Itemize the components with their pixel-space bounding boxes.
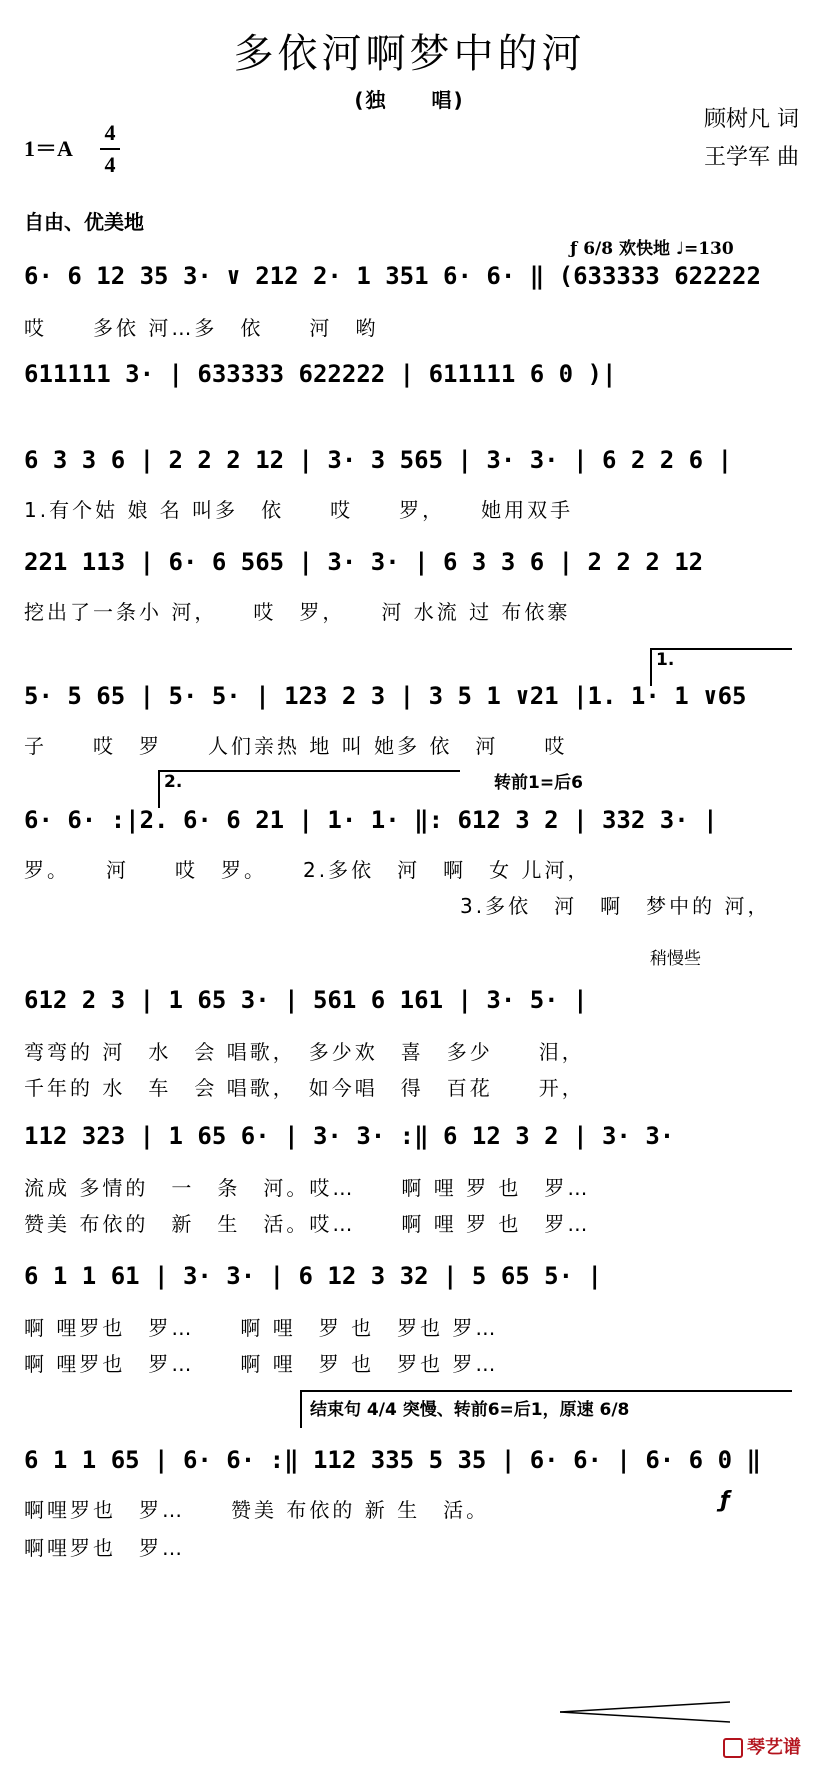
lyric-line-7b: 千年的 水 车 会 唱歌， 如今唱 得 百花 开， (24, 1076, 585, 1100)
notation-line-4: 221 113 | 6· 6 565 | 3· 3· | 6 3 3 6 | 2 2 2 12 (24, 548, 704, 576)
lyric-line-7a: 弯弯的 河 水 会 唱歌， 多少欢 喜 多少 泪， (24, 1040, 585, 1064)
lyric-line-1: 哎 多依 河…多 依 河 哟 (24, 316, 379, 340)
tempo-marking-intro: 自由、优美地 (24, 210, 144, 234)
modulation-marking: 转前1=后6 (494, 773, 583, 793)
watermark-text: 琴艺谱 (747, 1737, 801, 1758)
notation-line-1: 6· 6 12 35 3· ∨ 212 2· 1 351 6· 6· ‖ (633333 622222 (24, 262, 761, 290)
volta-1-label: 1. (656, 650, 675, 670)
lyric-line-8b: 赞美 布依的 新 生 活。哎… 啊 哩 罗 也 罗… (24, 1212, 591, 1236)
notation-line-3: 6 3 3 6 | 2 2 2 12 | 3· 3 565 | 3· 3· | 6 2 2 6 | (24, 446, 733, 474)
tempo-marking-main: ƒ 6/8 欢快地 ♩=130 (570, 239, 734, 259)
watermark-icon (723, 1738, 743, 1758)
decrescendo-hairpin (560, 1700, 730, 1724)
lyric-line-9b: 啊 哩罗也 罗… 啊 哩 罗 也 罗也 罗… (24, 1352, 499, 1376)
lyric-line-4: 挖出了一条小 河， 哎 罗， 河 水流 过 布依寨 (24, 600, 571, 624)
lyric-line-9a: 啊 哩罗也 罗… 啊 哩 罗 也 罗也 罗… (24, 1316, 499, 1340)
lyric-line-3: 1.有个姑 娘 名 叫多 依 哎 罗， 她用双手 (24, 498, 574, 522)
notation-line-10: 6 1 1 65 | 6· 6· :‖ 112 335 5 35 | 6· 6· | 6· 6 0 ‖ (24, 1446, 761, 1474)
slower-marking: 稍慢些 (650, 949, 701, 969)
time-signature (100, 118, 120, 180)
forte-marking: ƒ (720, 1488, 730, 1513)
notation-line-6: 6· 6· :|2. 6· 6 21 | 1· 1· ‖: 612 3 2 | 332 3· | (24, 806, 718, 834)
volta-1-bracket (650, 648, 792, 686)
lyric-line-6b: 3.多依 河 啊 梦中的 河， (460, 894, 771, 918)
lyric-line-10b: 啊哩罗也 罗… (24, 1536, 185, 1560)
watermark-logo (723, 1733, 801, 1759)
volta-2-bracket (158, 770, 460, 808)
composer-credit: 王学军 曲 (704, 145, 799, 170)
lyric-line-6a: 罗。 河 哎 罗。 2.多依 河 啊 女 儿河， (24, 858, 591, 882)
notation-line-7: 612 2 3 | 1 65 3· | 561 6 161 | 3· 5· | (24, 986, 588, 1014)
lyric-line-8a: 流成 多情的 一 条 河。哎… 啊 哩 罗 也 罗… (24, 1176, 591, 1200)
ending-marking: 结束句 4/4 突慢、转前6=后1，原速 6/8 (310, 1400, 630, 1420)
time-sig-top: 4 (104, 120, 116, 145)
page-subtitle: (独 唱) (354, 88, 465, 112)
volta-2-label: 2. (164, 772, 183, 792)
notation-line-2: 611111 3· | 633333 622222 | 611111 6 0 )| (24, 360, 617, 388)
lyric-line-5: 子 哎 罗 人们亲热 地 叫 她多 依 河 哎 (24, 734, 568, 758)
lyric-line-10a: 啊哩罗也 罗… 赞美 布依的 新 生 活。 (24, 1498, 490, 1522)
page-title: 多依河啊梦中的河 (233, 31, 586, 77)
ending-bracket (300, 1390, 792, 1428)
key-signature: 1＝A (24, 136, 73, 161)
notation-line-8: 112 323 | 1 65 6· | 3· 3· :‖ 6 12 3 2 | 3· 3· (24, 1122, 675, 1150)
notation-line-9: 6 1 1 61 | 3· 3· | 6 12 3 32 | 5 65 5· | (24, 1262, 602, 1290)
lyricist-credit: 顾树凡 词 (704, 107, 799, 132)
notation-line-5: 5· 5 65 | 5· 5· | 123 2 3 | 3 5 1 ∨21 |1. 1· 1 ∨65 (24, 682, 747, 710)
time-sig-bottom: 4 (104, 152, 116, 177)
